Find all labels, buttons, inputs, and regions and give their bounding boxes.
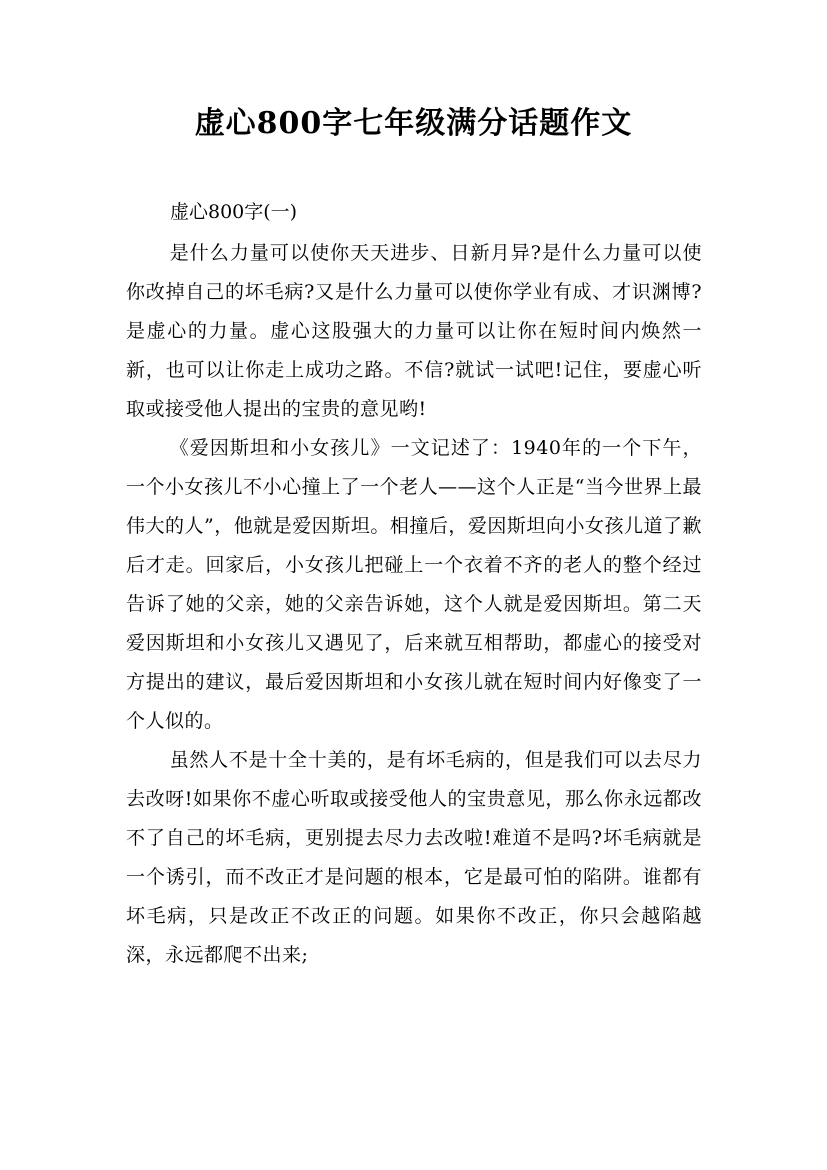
- section-heading: 虚心800字(一): [170, 201, 298, 223]
- document-body: [126, 234, 702, 975]
- paragraph-1: 是什么力量可以使你天天进步、日新月异?是什么力量可以使你改掉自己的坏毛病?又是什么力量可以使你学业有成、才识渊博?是虚心的力量。虚心这股强大的力量可以让你在短时间内焕然一新，也可以让你走上成功之路。不信?就试一试吧!记住，要虚心听取或接受他人提出的宝贵的意见哟!: [126, 242, 702, 420]
- paragraph-2: 《爱因斯坦和小女孩儿》一文记述了：1940年的一个下午，一个小女孩儿不小心撞上了一个老人——这个人正是“当今世界上最伟大的人”，他就是爱因斯坦。相撞后，爱因斯坦向小女孩儿道了歉后才走。回家后，小女孩儿把碰上一个衣着不齐的老人的整个经过告诉了她的父亲，她的父亲告诉她，这个人就是爱因斯坦。第二天爱因斯坦和小女孩儿又遇见了，后来就互相帮助，都虚心的接受对方提出的建议，最后爱因斯坦和小女孩儿就在短时间内好像变了一个人似的。: [126, 437, 702, 732]
- paragraph-3: 虽然人不是十全十美的，是有坏毛病的，但是我们可以去尽力去改呀!如果你不虚心听取或接受他人的宝贵意见，那么你永远都改不了自己的坏毛病，更别提去尽力去改啦!难道不是吗?坏毛病就是一个诱引，而不改正才是问题的根本，它是最可怕的陷阱。谁都有坏毛病，只是改正不改正的问题。如果你不改正，你只会越陷越深，永远都爬不出来;: [126, 749, 702, 966]
- document-title: 虚心800字七年级满分话题作文: [194, 106, 633, 141]
